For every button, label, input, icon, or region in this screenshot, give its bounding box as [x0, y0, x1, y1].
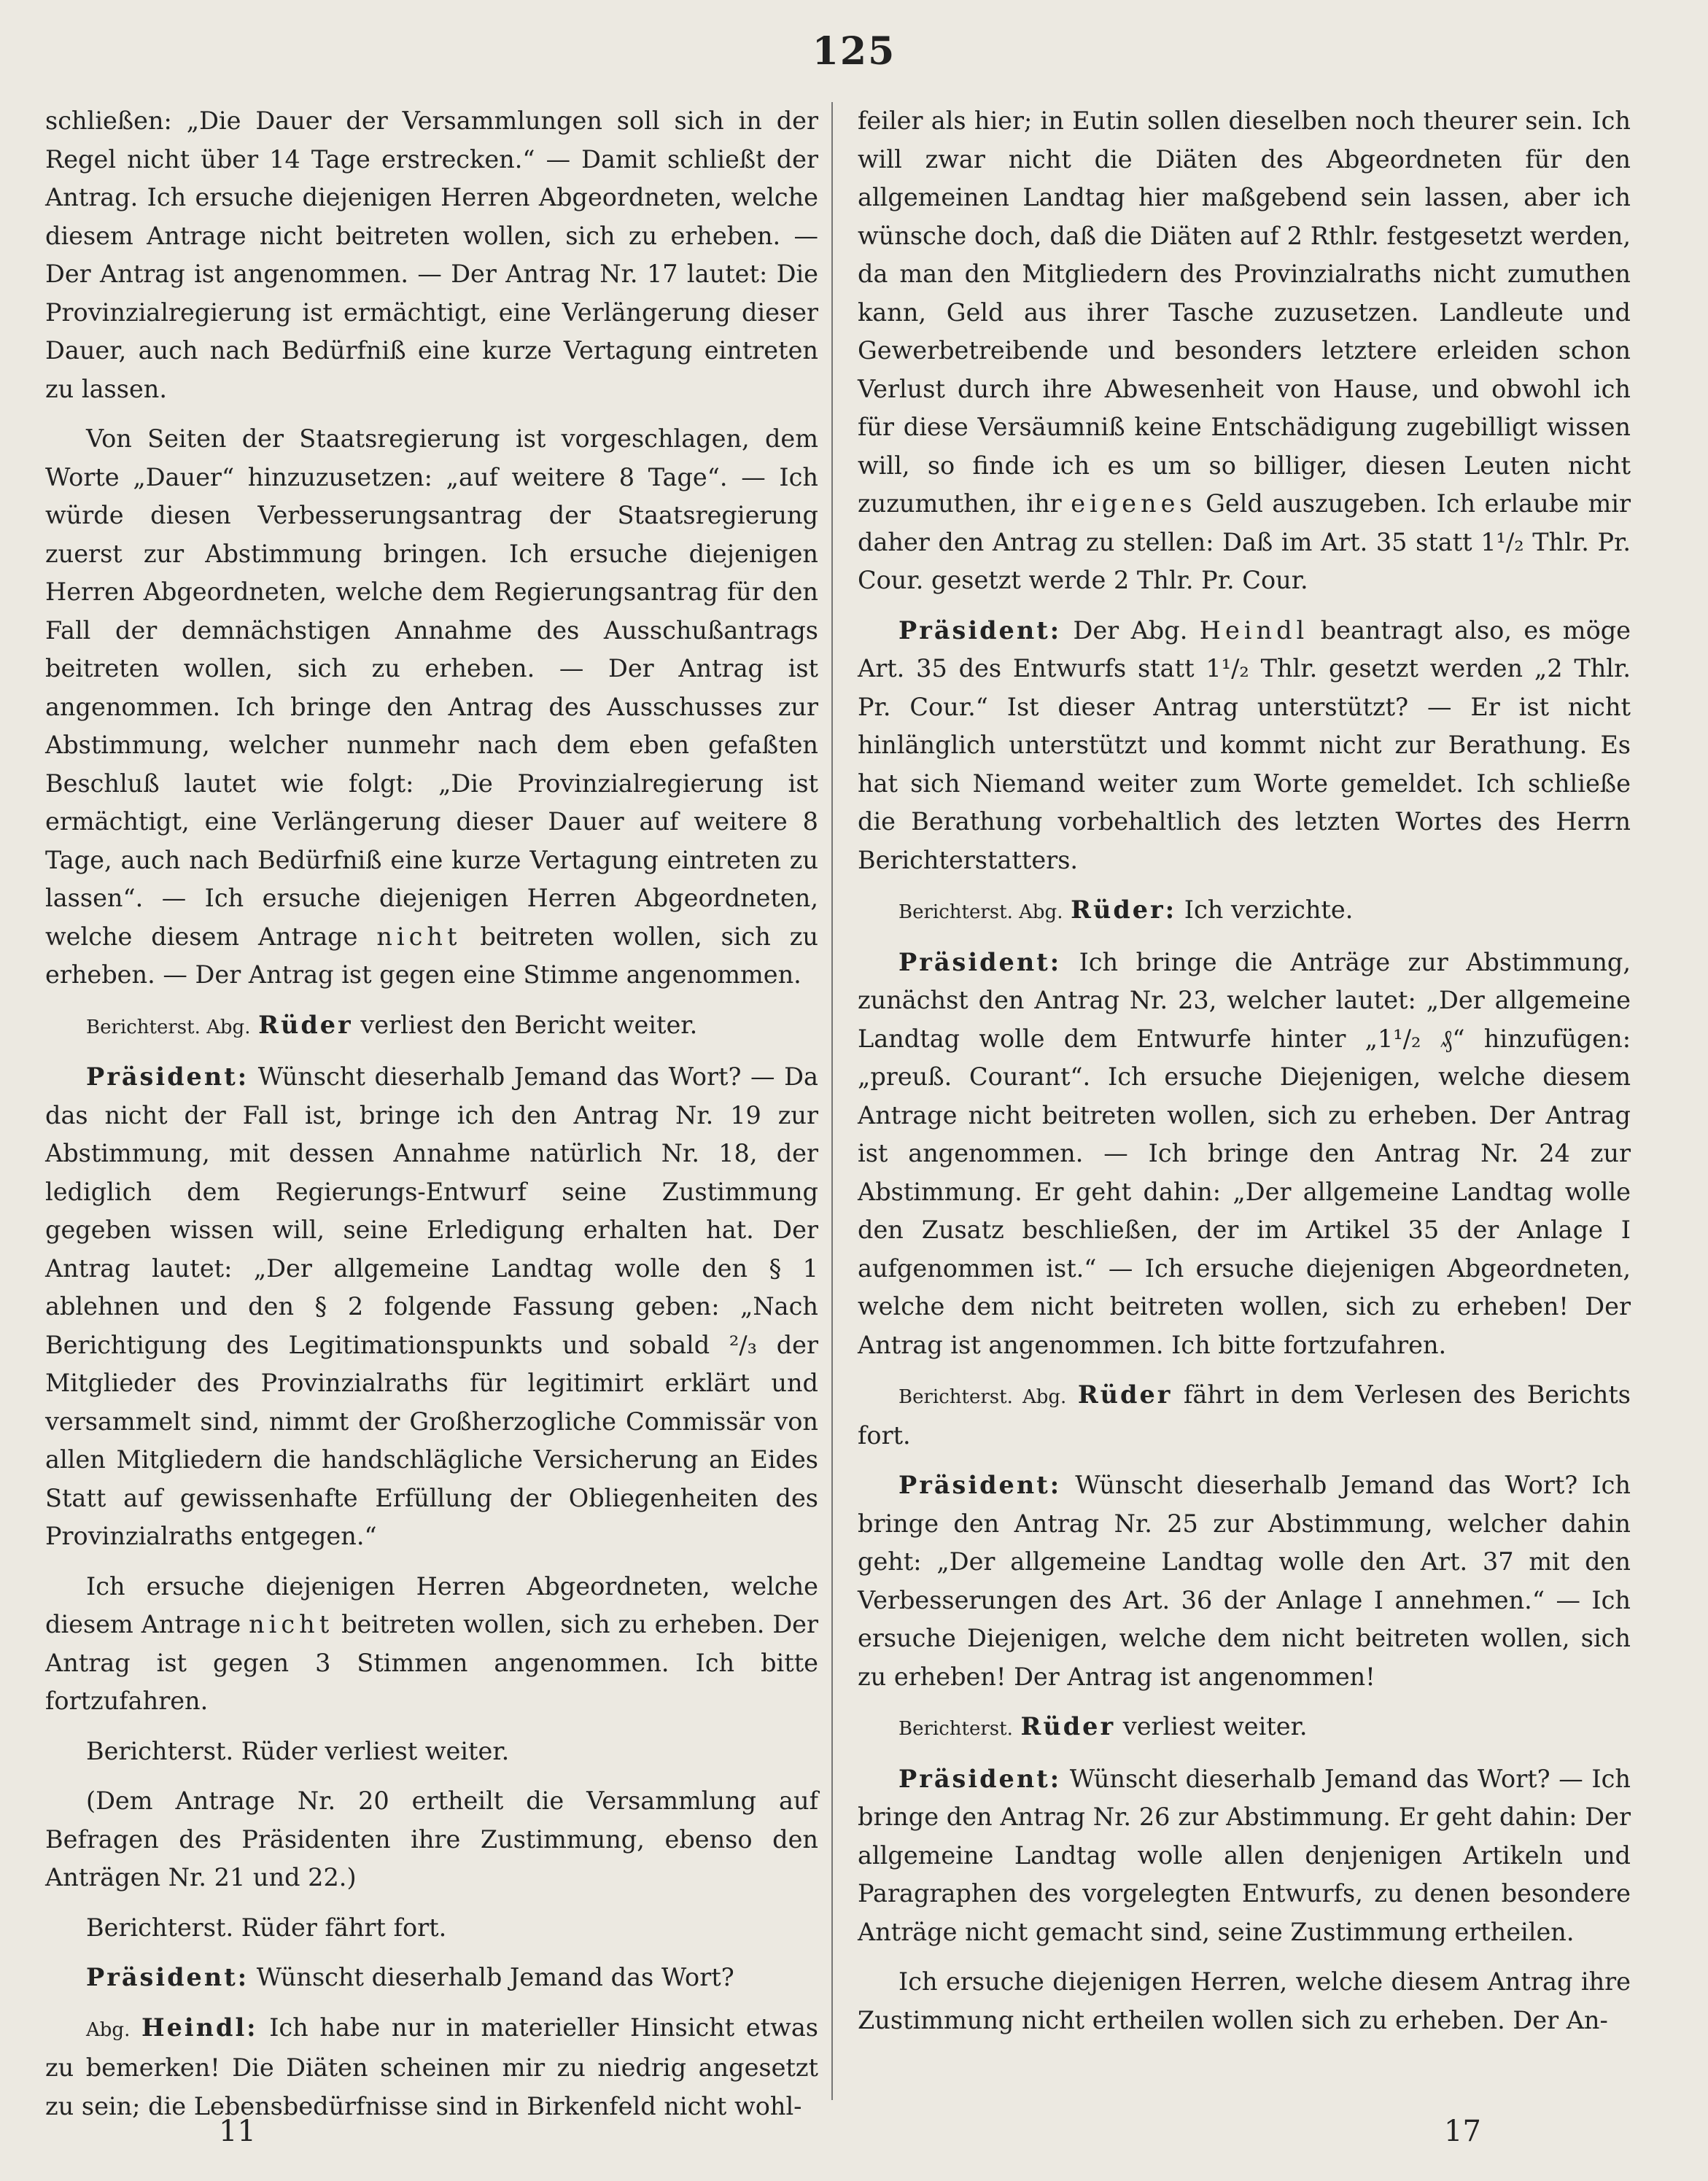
speaker-name: Präsident:	[86, 1963, 249, 1991]
paragraph: Berichterst. Rüder verliest weiter.	[898, 1712, 1308, 1741]
paragraph: schließen: „Die Dauer der Versammlungen soll sich in der Regel nicht über 14 Tage erstrecken.“ — Damit schließt der Antrag. Ich ersuche diejenigen Herren Abgeordneten, welche diesem Antrage nicht beitreten wollen, sich zu erheben. — Der Antrag ist angenommen. — Der Antrag Nr. 17 lautet: Die Provinzialregierung ist ermächtigt, eine Verlängerung dieser Dauer, auch nach Bedürfniß eine kurze Vertagung eintreten zu lassen.	[45, 106, 818, 403]
emphasis: eigenes	[1071, 489, 1197, 518]
paragraph: Berichterst. Abg. Rüder verliest den Bericht weiter.	[86, 1010, 698, 1039]
emphasis: nicht	[376, 922, 462, 951]
paragraph: Präsident: Der Abg. Heindl beantragt also, es möge Art. 35 des Entwurfs statt 1¹/₂ Thlr. gesetzt werden „2 Thlr. Pr. Cour.“ Ist dieser Antrag unterstützt? — Er ist nicht hinlänglich unterstützt und kommt nicht zur Berathung. Es hat sich Niemand weiter zum Worte gemeldet. Ich schließe die Berathung vorbehaltlich des letzten Wortes des Herrn Berichterstatters.	[858, 615, 1631, 874]
right-column	[858, 102, 1631, 2051]
paragraph: Präsident: Wünscht dieserhalb Jemand das Wort? Ich bringe den Antrag Nr. 25 zur Abstimmung, welcher dahin geht: „Der allgemeine Landtag wolle den Art. 37 mit den Verbesserungen des Art. 36 der Anlage I annehmen.“ — Ich ersuche Diejenigen, welche dem nicht beitreten wollen, sich zu erheben! Der Antrag ist angenommen!	[858, 1471, 1631, 1691]
speaker-name: Präsident:	[898, 947, 1062, 976]
emphasis: Heindl	[1199, 615, 1309, 645]
paragraph: Präsident: Ich bringe die Anträge zur Abstimmung, zunächst den Antrag Nr. 23, welcher lautet: „Der allgemeine Landtag wolle dem Entwurfe hinter „1¹/₂ ₰“ hinzufügen: „preuß. Courant“. Ich ersuche Diejenigen, welche diesem Antrage nicht beitreten wollen, sich zu erheben. Der Antrag ist angenommen. — Ich bringe den Antrag Nr. 24 zur Abstimmung. Er geht dahin: „Der allgemeine Landtag wolle den Zusatz beschließen, der im Artikel 35 der Anlage I aufgenommen ist.“ — Ich ersuche diejenigen Abgeordneten, welche dem nicht beitreten wollen, sich zu erheben! Der Antrag ist angenommen. Ich bitte fortzufahren.	[858, 947, 1631, 1359]
signature-mark-left: 11	[219, 2115, 256, 2148]
speaker-name: Rüder:	[1071, 895, 1177, 924]
paragraph: feiler als hier; in Eutin sollen dieselben noch theurer sein. Ich will zwar nicht die Diäten des Abgeordneten für den allgemeinen Landtag hier maßgebend sein lassen, aber ich wünsche doch, daß die Diäten auf 2 Rthlr. festgesetzt werden, da man den Mitgliedern des Provinzialraths nicht zumuthen kann, Geld aus ihrer Tasche zuzusetzen. Landleute und Gewerbetreibende und besonders letztere erleiden schon Verlust durch ihre Abwesenheit von Hause, und obwohl ich für diese Versäumniß keine Entschädigung zugebilligt wissen will, so finde ich es um so billiger, diesen Leuten nicht zuzumuthen, ihr eigenes Geld auszugeben. Ich erlaube mir daher den Antrag zu stellen: Daß im Art. 35 statt 1¹/₂ Thlr. Pr. Cour. gesetzt werde 2 Thlr. Pr. Cour.	[858, 106, 1631, 594]
speaker-name: Heindl:	[141, 2013, 258, 2042]
signature-mark-right: 17	[1444, 2115, 1481, 2148]
paragraph: Ich ersuche diejenigen Herren, welche diesem Antrag ihre Zustimmung nicht ertheilen wollen sich zu erheben. Der An-	[858, 1967, 1631, 2034]
speaker-name: Präsident:	[898, 1764, 1062, 1793]
speaker-name: Präsident:	[898, 1471, 1062, 1499]
speaker-name: Präsident:	[86, 1062, 249, 1091]
paragraph: Von Seiten der Staatsregierung ist vorgeschlagen, dem Worte „Dauer“ hinzuzusetzen: „auf weitere 8 Tage“. — Ich würde diesen Verbesserungsantrag der Staatsregierung zuerst zur Abstimmung bringen. Ich ersuche diejenigen Herren Abgeordneten, welche dem Regierungsantrag für den Fall der demnächstigen Annahme des Ausschußantrags beitreten wollen, sich zu erheben. — Der Antrag ist angenommen. Ich bringe den Antrag des Ausschusses zur Abstimmung, welcher nunmehr nach dem eben gefaßten Beschluß lautet wie folgt: „Die Provinzialregierung ist ermächtigt, eine Verlängerung dieser Dauer auf weitere 8 Tage, auch nach Bedürfniß eine kurze Vertagung eintreten zu lassen“. — Ich ersuche diejenigen Herren Abgeordneten, welche diesem Antrage nicht beitreten wollen, sich zu erheben. — Der Antrag ist gegen eine Stimme angenommen.	[45, 424, 818, 989]
paragraph: Präsident: Wünscht dieserhalb Jemand das Wort?	[86, 1963, 734, 1991]
page-number: 125	[812, 29, 896, 74]
paragraph: Berichterst. Abg. Rüder: Ich verzichte.	[898, 895, 1354, 924]
paragraph: Präsident: Wünscht dieserhalb Jemand das Wort? — Ich bringe den Antrag Nr. 26 zur Abstimmung. Er geht dahin: Der allgemeine Landtag wolle allen denjenigen Artikeln und Paragraphen des vorgelegten Entwurfs, zu denen besondere Anträge nicht gemacht sind, seine Zustimmung ertheilen.	[858, 1764, 1631, 1946]
paragraph: Berichterst. Abg. Rüder fährt in dem Verlesen des Berichts fort.	[858, 1380, 1631, 1450]
speaker-name: Rüder	[258, 1010, 353, 1039]
speaker-name: Präsident:	[898, 615, 1062, 645]
emphasis: nicht	[249, 1610, 334, 1638]
left-column	[45, 102, 818, 2137]
paragraph: Berichterst. Rüder fährt fort.	[86, 1913, 447, 1942]
paragraph: Ich ersuche diejenigen Herren Abgeordneten, welche diesem Antrage nicht beitreten wollen, sich zu erheben. Der Antrag ist gegen 3 Stimmen angenommen. Ich bitte fortzufahren.	[45, 1571, 819, 1715]
paragraph: (Dem Antrage Nr. 20 ertheilt die Versammlung auf Befragen des Präsidenten ihre Zustimmung, ebenso den Anträgen Nr. 21 und 22.)	[45, 1787, 818, 1892]
paragraph: Präsident: Wünscht dieserhalb Jemand das Wort? — Da das nicht der Fall ist, bringe ich den Antrag Nr. 19 zur Abstimmung, mit dessen Annahme natürlich Nr. 18, der lediglich dem Regierungs-Entwurf seine Zustimmung gegeben wissen will, seine Erledigung erhalten hat. Der Antrag lautet: „Der allgemeine Landtag wolle den § 1 ablehnen und den § 2 folgende Fassung geben: „Nach Berichtigung des Legitimationspunkts und sobald ²/₃ der Mitglieder des Provinzialraths für legitimirt erklärt und versammelt sind, nimmt der Großherzogliche Commissär von allen Mitgliedern die handschlägliche Versicherung an Eides Statt auf gewissenhafte Erfüllung der Obliegenheiten des Provinzialraths entgegen.“	[45, 1062, 818, 1550]
paragraph: Berichterst. Rüder verliest weiter.	[86, 1736, 510, 1765]
paragraph: Abg. Heindl: Ich habe nur in materieller Hinsicht etwas zu bemerken! Die Diäten scheinen mir zu niedrig angesetzt zu sein; die Lebensbedürfnisse sind in Birkenfeld nicht wohl-	[45, 2013, 818, 2120]
column-divider	[831, 102, 833, 2100]
speaker-name: Rüder	[1077, 1380, 1173, 1409]
speaker-name: Rüder	[1020, 1712, 1116, 1741]
